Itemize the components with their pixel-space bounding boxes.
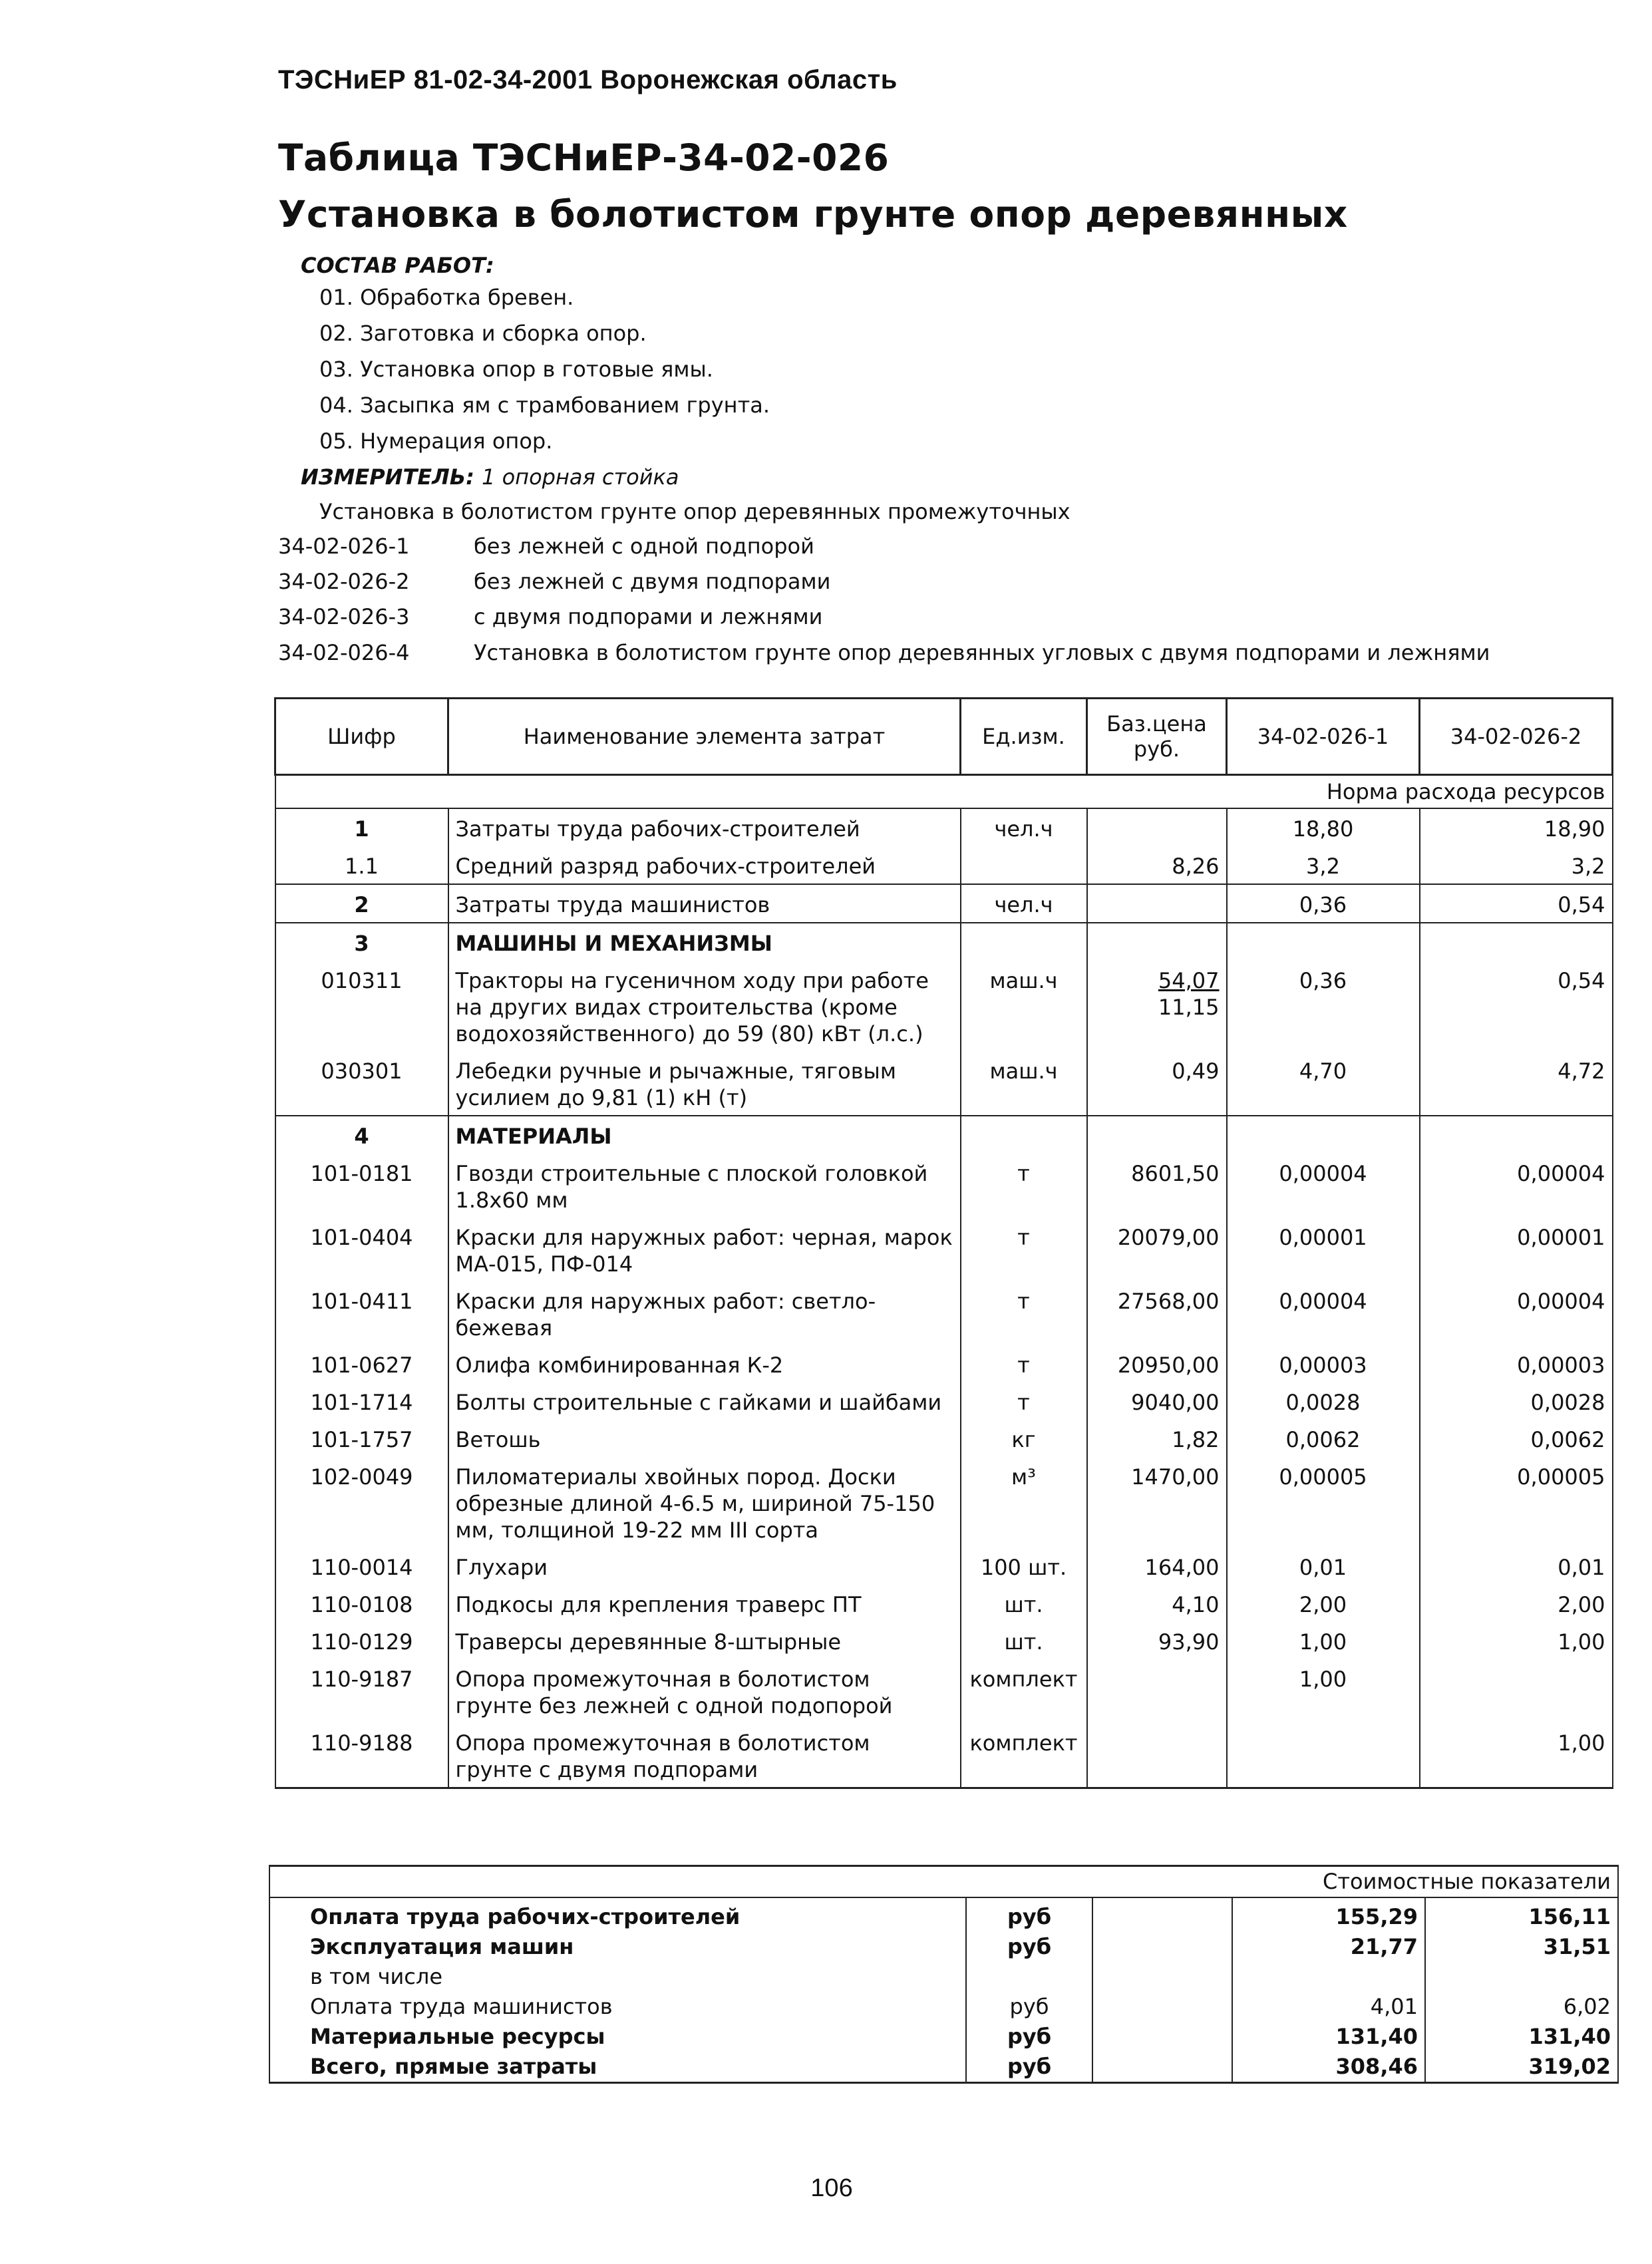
cost-price <box>1092 1932 1232 1962</box>
cell-unit <box>961 923 1087 961</box>
cell-unit: т <box>961 1382 1087 1420</box>
cell-price: 0,49 <box>1087 1051 1227 1116</box>
cell-value-2: 2,00 <box>1420 1585 1613 1622</box>
cell-code: 110-9187 <box>275 1659 448 1723</box>
cost-label-row <box>269 1866 1618 1898</box>
cell-value-2: 1,00 <box>1420 1723 1613 1788</box>
cost-unit: руб <box>966 1932 1092 1962</box>
cell-value-1: 0,36 <box>1227 961 1420 1051</box>
cell-value-2 <box>1420 1116 1613 1154</box>
cell-code: 1 <box>275 808 448 846</box>
cell-price <box>1087 1723 1227 1788</box>
table-row <box>275 884 1613 923</box>
cost-name: Эксплуатация машин <box>269 1932 966 1962</box>
work-item: 05. Нумерация опор. <box>319 428 553 454</box>
cost-value-1: 4,01 <box>1232 1992 1425 2022</box>
cell-name: Олифа комбинированная К-2 <box>448 1345 961 1382</box>
cell-value-1 <box>1227 1116 1420 1154</box>
table-row <box>275 846 1613 884</box>
cell-unit: маш.ч <box>961 1051 1087 1116</box>
table-row <box>275 1723 1613 1788</box>
cell-price: 8,26 <box>1087 846 1227 884</box>
code-desc: без лежней с двумя подпорами <box>474 569 831 594</box>
cell-value-2: 0,00005 <box>1420 1457 1613 1547</box>
work-item: 01. Обработка бревен. <box>319 285 574 310</box>
subtitle-line: Установка в болотистом грунте опор деревянных промежуточных <box>319 499 1071 524</box>
code-34-02-026-1: 34-02-026-1 <box>278 534 410 559</box>
cell-unit <box>961 1116 1087 1154</box>
cell-value-1: 4,70 <box>1227 1051 1420 1116</box>
cell-value-2: 0,0028 <box>1420 1382 1613 1420</box>
page-number: 106 <box>810 2174 853 2202</box>
cost-value-1: 308,46 <box>1232 2052 1425 2083</box>
cell-value-2: 0,00001 <box>1420 1217 1613 1281</box>
document-header: ТЭСНиЕР 81-02-34-2001 Воронежская область <box>278 65 898 94</box>
cell-value-2: 0,01 <box>1420 1547 1613 1585</box>
cell-price: 4,10 <box>1087 1585 1227 1622</box>
cell-unit: маш.ч <box>961 961 1087 1051</box>
table-row <box>275 1382 1613 1420</box>
work-composition-label: СОСТАВ РАБОТ: <box>301 253 494 278</box>
cell-code: 2 <box>275 884 448 923</box>
cell-unit: м³ <box>961 1457 1087 1547</box>
cost-row <box>269 1962 1618 1992</box>
table-row <box>275 808 1613 846</box>
cost-name: Всего, прямые затраты <box>269 2052 966 2083</box>
cell-value-1 <box>1227 1723 1420 1788</box>
table-row <box>275 1659 1613 1723</box>
cost-value-1: 21,77 <box>1232 1932 1425 1962</box>
cell-name: Траверсы деревянные 8-штырные <box>448 1622 961 1659</box>
cell-unit: 100 шт. <box>961 1547 1087 1585</box>
cost-unit: руб <box>966 2022 1092 2052</box>
cell-value-1: 0,00005 <box>1227 1457 1420 1547</box>
cell-name: Пиломатериалы хвойных пород. Доски обрезные длиной 4-6.5 м, шириной 75-150 мм, толщиной 19-22 мм III сорта <box>448 1457 961 1547</box>
header-col2: 34-02-026-2 <box>1420 699 1613 775</box>
cell-code: 110-9188 <box>275 1723 448 1788</box>
cell-code: 101-1714 <box>275 1382 448 1420</box>
table-row <box>275 1116 1613 1154</box>
table-row <box>275 923 1613 961</box>
cost-row <box>269 2022 1618 2052</box>
norm-label: Норма расхода ресурсов <box>275 775 1613 809</box>
cell-value-1: 0,00004 <box>1227 1154 1420 1217</box>
header-unit: Ед.изм. <box>961 699 1087 775</box>
cost-value-2: 131,40 <box>1425 2022 1618 2052</box>
cell-name: Средний разряд рабочих-строителей <box>448 846 961 884</box>
cell-code: 101-0181 <box>275 1154 448 1217</box>
cell-value-2: 0,54 <box>1420 961 1613 1051</box>
header-price-line2: руб. <box>1133 736 1180 762</box>
cell-name: Глухари <box>448 1547 961 1585</box>
cost-value-2: 6,02 <box>1425 1992 1618 2022</box>
cost-price <box>1092 1897 1232 1932</box>
table-subtitle: Установка в болотистом грунте опор деревянных <box>278 193 1348 236</box>
cell-value-2: 0,00004 <box>1420 1281 1613 1345</box>
code-34-02-026-2: 34-02-026-2 <box>278 569 410 594</box>
cell-value-2 <box>1420 923 1613 961</box>
cell-code: 101-0404 <box>275 1217 448 1281</box>
cell-unit: т <box>961 1217 1087 1281</box>
header-price-line1: Баз.цена <box>1106 711 1207 736</box>
table-row <box>275 1154 1613 1217</box>
table-title: Таблица ТЭСНиЕР-34-02-026 <box>278 136 890 179</box>
table-row <box>275 1457 1613 1547</box>
cell-price: 93,90 <box>1087 1622 1227 1659</box>
cell-price: 164,00 <box>1087 1547 1227 1585</box>
cell-price <box>1087 808 1227 846</box>
header-price <box>1087 699 1227 775</box>
cell-unit: т <box>961 1345 1087 1382</box>
cell-name: Опора промежуточная в болотистом грунте без лежней с одной подопорой <box>448 1659 961 1723</box>
cell-name: Гвозди строительные с плоской головкой 1.8x60 мм <box>448 1154 961 1217</box>
cell-price <box>1087 1116 1227 1154</box>
cell-price: 8601,50 <box>1087 1154 1227 1217</box>
table-row <box>275 1051 1613 1116</box>
code-desc: Установка в болотистом грунте опор деревянных угловых с двумя подпорами и лежнями <box>474 640 1490 665</box>
cost-name: Оплата труда рабочих-строителей <box>269 1897 966 1932</box>
cell-value-2: 1,00 <box>1420 1622 1613 1659</box>
cell-name: Затраты труда рабочих-строителей <box>448 808 961 846</box>
table-row <box>275 1217 1613 1281</box>
cell-unit: шт. <box>961 1585 1087 1622</box>
cost-row <box>269 1897 1618 1932</box>
cell-price: 27568,00 <box>1087 1281 1227 1345</box>
cell-name: МАТЕРИАЛЫ <box>448 1116 961 1154</box>
cost-price <box>1092 1992 1232 2022</box>
cell-price: 1,82 <box>1087 1420 1227 1457</box>
cell-code: 110-0108 <box>275 1585 448 1622</box>
cell-unit: комплект <box>961 1659 1087 1723</box>
cell-value-1 <box>1227 923 1420 961</box>
cell-code: 4 <box>275 1116 448 1154</box>
cost-price <box>1092 2022 1232 2052</box>
cell-name: МАШИНЫ И МЕХАНИЗМЫ <box>448 923 961 961</box>
cell-value-1: 0,00003 <box>1227 1345 1420 1382</box>
cell-unit: чел.ч <box>961 808 1087 846</box>
cost-value-1: 131,40 <box>1232 2022 1425 2052</box>
cell-value-2: 4,72 <box>1420 1051 1613 1116</box>
cell-value-1: 0,36 <box>1227 884 1420 923</box>
cell-unit: комплект <box>961 1723 1087 1788</box>
cost-unit <box>966 1962 1092 1992</box>
header-code: Шифр <box>275 699 448 775</box>
cell-value-1: 0,00001 <box>1227 1217 1420 1281</box>
cost-price <box>1092 2052 1232 2083</box>
cell-value-2: 0,00004 <box>1420 1154 1613 1217</box>
cell-name: Опора промежуточная в болотистом грунте с двумя подпорами <box>448 1723 961 1788</box>
cell-value-2: 0,00003 <box>1420 1345 1613 1382</box>
table-row <box>275 961 1613 1051</box>
table-row <box>275 1420 1613 1457</box>
cell-value-2: 18,90 <box>1420 808 1613 846</box>
cost-value-2: 319,02 <box>1425 2052 1618 2083</box>
norm-label-row <box>275 775 1613 809</box>
cell-unit: т <box>961 1281 1087 1345</box>
cell-code: 1.1 <box>275 846 448 884</box>
cell-code: 110-0014 <box>275 1547 448 1585</box>
price-machine: 54,07 <box>1158 968 1220 993</box>
cell-price: 20950,00 <box>1087 1345 1227 1382</box>
cell-code: 030301 <box>275 1051 448 1116</box>
cell-value-1: 1,00 <box>1227 1622 1420 1659</box>
cell-unit: т <box>961 1154 1087 1217</box>
cell-value-1: 2,00 <box>1227 1585 1420 1622</box>
cost-value-1 <box>1232 1962 1425 1992</box>
cell-value-1: 0,0062 <box>1227 1420 1420 1457</box>
cell-value-2: 0,54 <box>1420 884 1613 923</box>
cost-name: в том числе <box>269 1962 966 1992</box>
cost-value-1: 155,29 <box>1232 1897 1425 1932</box>
cell-value-2 <box>1420 1659 1613 1723</box>
cell-price: 20079,00 <box>1087 1217 1227 1281</box>
cell-value-1: 0,00004 <box>1227 1281 1420 1345</box>
cell-value-1: 3,2 <box>1227 846 1420 884</box>
cell-unit <box>961 846 1087 884</box>
cell-price <box>1087 1659 1227 1723</box>
header-col1: 34-02-026-1 <box>1227 699 1420 775</box>
cost-value-2: 31,51 <box>1425 1932 1618 1962</box>
table-row <box>275 1281 1613 1345</box>
cost-label: Стоимостные показатели <box>269 1866 1618 1898</box>
work-item: 03. Установка опор в готовые ямы. <box>319 357 713 382</box>
cell-price: 1470,00 <box>1087 1457 1227 1547</box>
code-34-02-026-3: 34-02-026-3 <box>278 604 410 629</box>
cell-unit: чел.ч <box>961 884 1087 923</box>
header-name: Наименование элемента затрат <box>448 699 961 775</box>
cost-unit: руб <box>966 1992 1092 2022</box>
cost-name: Материальные ресурсы <box>269 2022 966 2052</box>
cost-row <box>269 1992 1618 2022</box>
cell-code: 010311 <box>275 961 448 1051</box>
cost-unit: руб <box>966 1897 1092 1932</box>
cell-unit: кг <box>961 1420 1087 1457</box>
table-row <box>275 1345 1613 1382</box>
cost-price <box>1092 1962 1232 1992</box>
measure-label: ИЗМЕРИТЕЛЬ: <box>301 464 474 490</box>
cell-code: 101-0411 <box>275 1281 448 1345</box>
cell-name: Тракторы на гусеничном ходу при работе на других видах строительства (кроме водохозяйственного) до 59 (80) кВт (л.с.) <box>448 961 961 1051</box>
cost-name: Оплата труда машинистов <box>269 1992 966 2022</box>
table-row <box>275 1585 1613 1622</box>
cost-value-2: 156,11 <box>1425 1897 1618 1932</box>
cell-value-1: 0,0028 <box>1227 1382 1420 1420</box>
measure-line <box>301 464 679 490</box>
code-34-02-026-4: 34-02-026-4 <box>278 640 410 665</box>
measure-value: 1 опорная стойка <box>482 464 679 490</box>
cell-code: 110-0129 <box>275 1622 448 1659</box>
cell-code: 101-0627 <box>275 1345 448 1382</box>
resource-table <box>274 697 1613 1789</box>
cell-code: 3 <box>275 923 448 961</box>
cost-row <box>269 1932 1618 1962</box>
code-desc: с двумя подпорами и лежнями <box>474 604 823 629</box>
cell-name: Болты строительные с гайками и шайбами <box>448 1382 961 1420</box>
cell-name: Ветошь <box>448 1420 961 1457</box>
work-item: 02. Заготовка и сборка опор. <box>319 321 647 346</box>
cost-value-2 <box>1425 1962 1618 1992</box>
cell-name: Краски для наружных работ: черная, марок МА-015, ПФ-014 <box>448 1217 961 1281</box>
cost-table <box>269 1865 1619 2084</box>
cell-code: 101-1757 <box>275 1420 448 1457</box>
code-desc: без лежней с одной подпорой <box>474 534 814 559</box>
cell-value-1: 1,00 <box>1227 1659 1420 1723</box>
cell-price <box>1087 923 1227 961</box>
cell-value-2: 0,0062 <box>1420 1420 1613 1457</box>
cell-unit: шт. <box>961 1622 1087 1659</box>
price-labor: 11,15 <box>1158 995 1220 1020</box>
cell-value-1: 0,01 <box>1227 1547 1420 1585</box>
work-item: 04. Засыпка ям с трамбованием грунта. <box>319 393 770 418</box>
table-row <box>275 1622 1613 1659</box>
cell-price <box>1087 961 1227 1051</box>
cell-name: Краски для наружных работ: светло-бежевая <box>448 1281 961 1345</box>
cell-name: Лебедки ручные и рычажные, тяговым усилием до 9,81 (1) кН (т) <box>448 1051 961 1116</box>
cell-value-2: 3,2 <box>1420 846 1613 884</box>
cost-unit: руб <box>966 2052 1092 2083</box>
cell-name: Подкосы для крепления траверс ПТ <box>448 1585 961 1622</box>
cell-price <box>1087 884 1227 923</box>
table-row <box>275 1547 1613 1585</box>
table-header-row <box>275 699 1613 775</box>
cell-code: 102-0049 <box>275 1457 448 1547</box>
cell-price: 9040,00 <box>1087 1382 1227 1420</box>
cell-name: Затраты труда машинистов <box>448 884 961 923</box>
cost-row <box>269 2052 1618 2083</box>
cell-value-1: 18,80 <box>1227 808 1420 846</box>
